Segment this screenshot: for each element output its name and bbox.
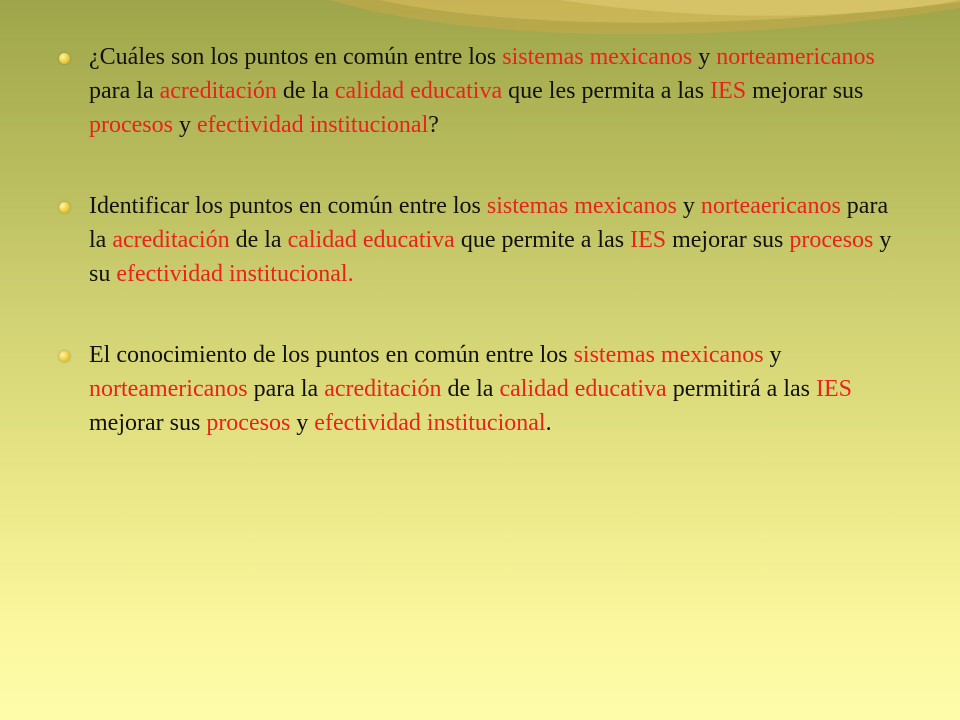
bullet-text [89, 44, 875, 138]
text-segment: y [763, 342, 782, 368]
highlighted-term: norteamericanos [716, 44, 875, 70]
text-segment: que permite a las [454, 227, 631, 253]
highlighted-term: sistemas mexicanos [573, 342, 764, 368]
text-segment: ¿Cuáles son los puntos en común entre los [89, 44, 503, 70]
text-segment: mejorar sus [666, 227, 790, 253]
text-segment: que les permita a las [502, 78, 711, 104]
bullet-text [89, 342, 852, 436]
text-segment: permitirá a las [666, 376, 816, 402]
text-segment: para la [247, 376, 325, 402]
text-segment: mejorar sus [746, 78, 864, 104]
text-segment: para la [89, 193, 889, 253]
highlighted-term: efectividad institucional [196, 112, 429, 138]
highlighted-term: IES [816, 376, 852, 402]
text-segment: El conocimiento de los puntos en común entre los [89, 342, 574, 368]
text-segment: Identificar los puntos en común entre los [89, 193, 487, 219]
highlighted-term: efectividad institucional. [116, 261, 354, 287]
highlighted-term: calidad educativa [499, 376, 667, 402]
bullet-hypothesis [55, 338, 905, 440]
highlighted-term: calidad educativa [287, 227, 455, 253]
highlighted-term: acreditación [324, 376, 442, 402]
text-segment: y [290, 410, 315, 436]
text-segment: . [545, 410, 552, 436]
text-segment: de la [229, 227, 288, 253]
bullet-icon [59, 202, 70, 213]
bullet-icon [59, 53, 70, 64]
text-segment: y [172, 112, 197, 138]
text-segment: de la [441, 376, 500, 402]
bullet-objective [55, 189, 905, 291]
slide-body [55, 40, 905, 440]
highlighted-term: acreditación [112, 227, 230, 253]
text-segment: y [692, 44, 717, 70]
highlighted-term: IES [630, 227, 667, 253]
highlighted-term: acreditación [159, 78, 277, 104]
bullet-icon [59, 351, 70, 362]
highlighted-term: sistemas mexicanos [502, 44, 693, 70]
highlighted-term: norteaericanos [700, 193, 841, 219]
highlighted-term: procesos [89, 112, 173, 138]
highlighted-term: procesos [206, 410, 291, 436]
bullet-question [55, 40, 905, 142]
text-segment: ? [428, 112, 439, 138]
text-segment: y su [89, 227, 892, 287]
highlighted-term: calidad educativa [334, 78, 503, 104]
highlighted-term: procesos [789, 227, 874, 253]
highlighted-term: efectividad institucional [314, 410, 546, 436]
text-segment: y [676, 193, 701, 219]
text-segment: de la [276, 78, 335, 104]
highlighted-term: sistemas mexicanos [486, 193, 677, 219]
text-segment: mejorar sus [89, 410, 207, 436]
highlighted-term: norteamericanos [89, 376, 248, 402]
highlighted-term: IES [710, 78, 747, 104]
text-segment: para la [89, 78, 160, 104]
bullet-text [89, 193, 891, 287]
